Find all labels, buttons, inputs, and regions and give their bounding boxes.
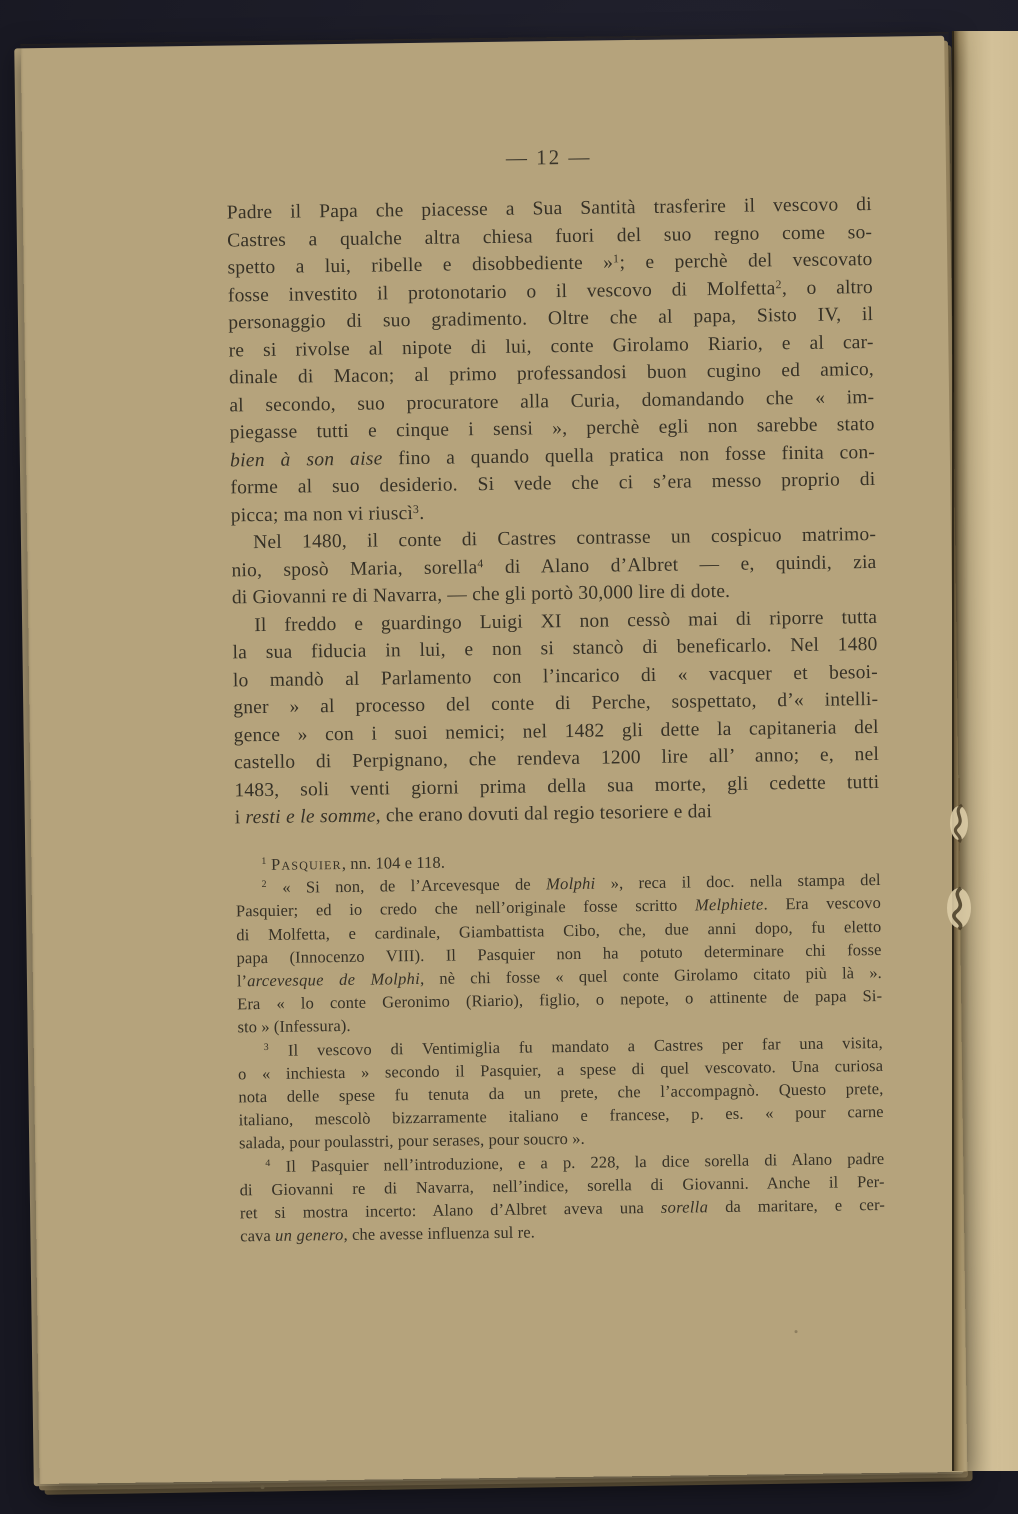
text-line: $^4$ Il Pasquier nell’introduzione, e a p. 228, la dice sorella di Alano padre <box>265 1148 885 1176</box>
text-line: picca; ma non vi riuscì$^3$. <box>230 502 425 526</box>
text-line: l’arcevesque de Molphi, nè chi fosse « quel conte Girolamo citato più là ». <box>236 962 882 991</box>
text-line: $^1$ Pasquier, nn. 104 e 118. <box>261 852 446 874</box>
text-line: Castres a qualche altra chiesa fuori del suo regno come so- <box>227 221 873 251</box>
text-line: al secondo, suo procuratore alla Curia, domandando che « im- <box>229 386 875 416</box>
text-line: di Giovanni re di Navarra, — che gli portò 30,000 lire di dote. <box>231 580 731 609</box>
text-line: dinale di Macon; al primo professandosi buon cugino ed amico, <box>228 358 875 389</box>
text-line: $^3$ Il vescovo di Ventimiglia fu mandato a Castres per far una visita, <box>263 1032 883 1060</box>
text-line: nio, sposò Maria, sorella$^4$ di Alano d’Albret — e, quindi, zia <box>231 551 877 581</box>
text-line: gence » con i suoi nemici; nel 1482 gli dette la capitaneria del <box>233 716 879 746</box>
text-line: spetto a lui, ribelle e disobbediente »$^1$; e perchè del vescovato <box>227 249 873 279</box>
text-line: Pasquier; ed io credo che nell’originale fosse scritto Melphiete. Era vescovo <box>235 893 882 921</box>
text-line: Il freddo e guardingo Luigi XI non cessò mai di riporre tutta <box>254 606 878 636</box>
text-line: personaggio di suo gradimento. Oltre che al papa, Sisto IV, il <box>228 303 874 334</box>
paper-speck <box>260 1485 264 1489</box>
text-line: salada, pour poulasstri, pour serases, pour soucro ». <box>238 1129 585 1153</box>
paper-speck <box>795 1330 798 1333</box>
text-line: lo mandò al Parlamento con l’incarico di « vacquer et besoi- <box>232 661 879 691</box>
binding-stitch-icon <box>944 884 974 932</box>
text-line: gner » al processo del conte di Perche, sospettato, d’« intelli- <box>233 688 879 719</box>
text-line: papa (Innocenzo VIII). Il Pasquier non ha potuto determinare chi fosse <box>236 939 882 968</box>
text-line: bien à son aise fino a quando quella pratica non fosse finita con- <box>229 441 876 471</box>
text-line: re si rivolse al nipote di lui, conte Girolamo Riario, e al car- <box>228 331 874 361</box>
text-line: nota delle spese fu tenuta da un prete, che l’accompagnò. Questo prete, <box>238 1078 884 1107</box>
text-line: sto » (Infessura). <box>237 1016 351 1037</box>
text-line: forme al suo desiderio. Si vede che ci s’era messo proprio di <box>230 468 876 499</box>
text-line: Nel 1480, il conte di Castres contrasse un cospicuo matrimo- <box>253 523 877 554</box>
text-line: castello di Perpignano, che rendeva 1200 lire all’ anno; e, nel <box>233 743 880 774</box>
text-line: piegasse tutti e cinque i sensi », perchè egli non sarebbe stato <box>229 413 875 444</box>
text-line: Era « lo conte Geronimo (Riario), figlio, o nepote, o attinente de papa Si- <box>237 986 883 1014</box>
text-line: $^2$ « Si non, de l’Arcevesque de Molphi », reca il doc. nella stampa del <box>261 870 881 898</box>
text-line: la sua fiducia in lui, e non si stancò di beneficarlo. Nel 1480 <box>232 633 878 664</box>
text-line: italiano, mescolò bizzarramente italiano e francese, p. es. « pour carne <box>238 1102 884 1130</box>
text-line: o « inchiesta » secondo il Pasquier, a spese di quel vescovato. Una curiosa <box>237 1055 884 1084</box>
text-line: di Molfetta, e cardinale, Giambattista Cibo, che, due anni dopo, fu eletto <box>236 916 882 944</box>
footnotes <box>235 845 885 1248</box>
body-text <box>227 191 880 832</box>
text-line: cava un genero, che avesse influenza sul re. <box>240 1222 536 1246</box>
text-line: Padre il Papa che piacesse a Sua Santità trasferire il vescovo di <box>226 194 872 224</box>
page-number: — 12 — <box>505 144 592 170</box>
binding-stitch-icon <box>947 802 971 844</box>
text-line: 1483, soli venti giorni prima della sua morte, gli cedette tutti <box>234 771 880 801</box>
book-page <box>21 32 968 1484</box>
text-line: ret si mostra incerto: Alano d’Albret aveva una sorella da maritare, e cer- <box>239 1194 886 1223</box>
text-line: fosse investito il protonotario o il vescovo di Molfetta$^2$, o altro <box>227 276 874 306</box>
text-line: i resti e le somme, che erano dovuti dal regio tesoriere e dai <box>234 801 713 829</box>
text-line: di Giovanni re di Navarra, nell’indice, sorella di Giovanni. Anche il Per- <box>239 1171 885 1200</box>
